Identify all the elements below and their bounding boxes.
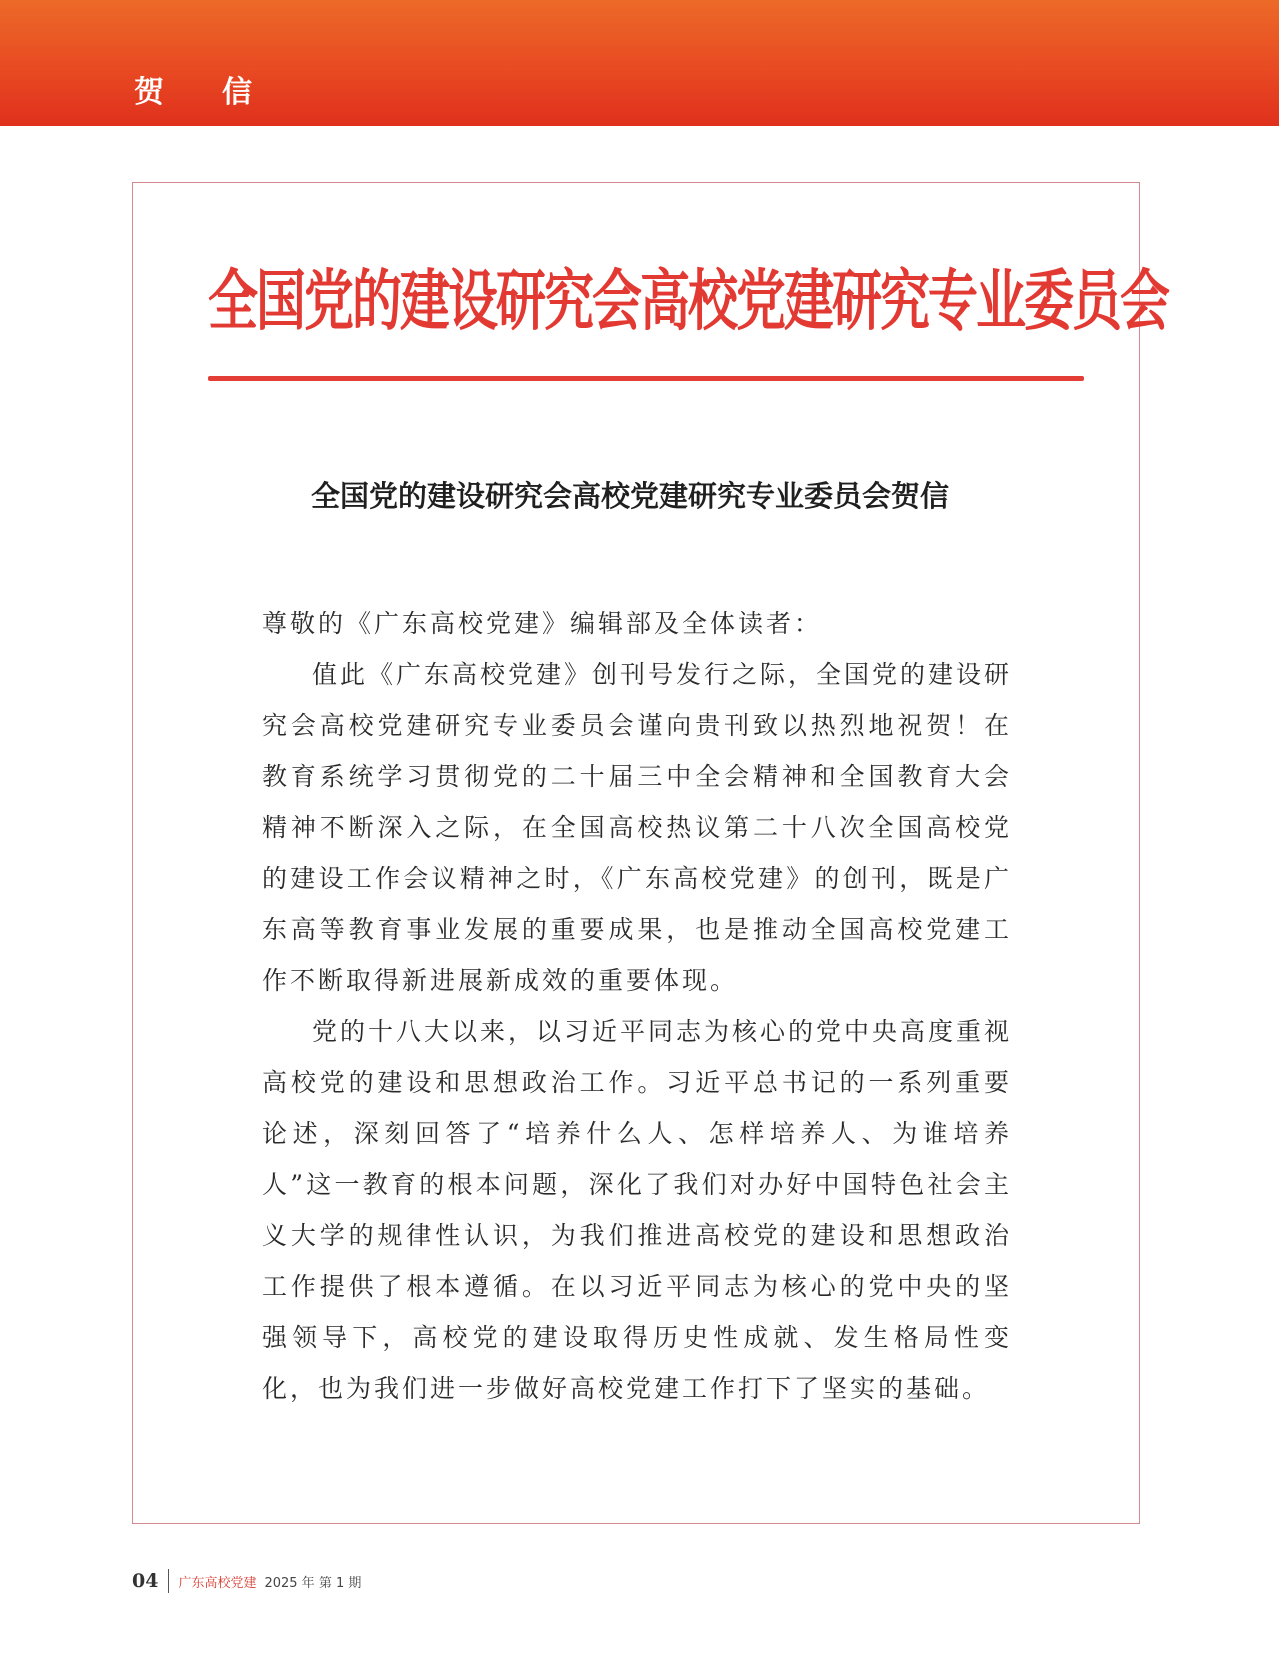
letter-salutation: 尊敬的《广东高校党建》编辑部及全体读者： bbox=[262, 609, 823, 638]
section-title: 贺信 bbox=[134, 75, 310, 110]
letter-title: 全国党的建设研究会高校党建研究专业委员会贺信 bbox=[310, 479, 949, 513]
letter-paragraph: 值此《广东高校党建》创刊号发行之际，全国党的建设研究会高校党建研究专业委员会谨向贵刊致以热烈地祝贺！在教育系统学习贯彻党的二十届三中全会精神和全国教育大会精神不断深入之际，在全国高校热议第二十八次全国高校党的建设工作会议精神之时，《广东高校党建》的创刊，既是广东高等教育事业发展的重要成果，也是推动全国高校党建工作不断取得新进展新成效的重要体现。 bbox=[262, 660, 1013, 995]
letter-paragraph: 党的十八大以来，以习近平同志为核心的党中央高度重视高校党的建设和思想政治工作。习近平总书记的一系列重要论述，深刻回答了“培养什么人、怎样培养人、为谁培养人”这一教育的根本问题，深化了我们对办好中国特色社会主义大学的规律性认识，为我们推进高校党的建设和思想政治工作提供了根本遵循。在以习近平同志为核心的党中央的坚强领导下，高校党的建设取得历史性成就、发生格局性变化，也为我们进一步做好高校党建工作打下了坚实的基础。 bbox=[262, 1017, 1013, 1403]
journal-name: 广东高校党建 bbox=[178, 1575, 257, 1591]
footer-divider bbox=[168, 1569, 169, 1593]
page-number: 04 bbox=[132, 1570, 159, 1592]
top-banner bbox=[0, 0, 1279, 126]
issue-label: 2025 年 第 1 期 bbox=[264, 1575, 362, 1591]
letterhead-org-name: 全国党的建设研究会高校党建研究专业委员会 bbox=[208, 261, 1168, 340]
letterhead-rule bbox=[208, 376, 1084, 381]
page-footer bbox=[132, 1568, 361, 1594]
letter-body bbox=[262, 598, 1012, 1414]
